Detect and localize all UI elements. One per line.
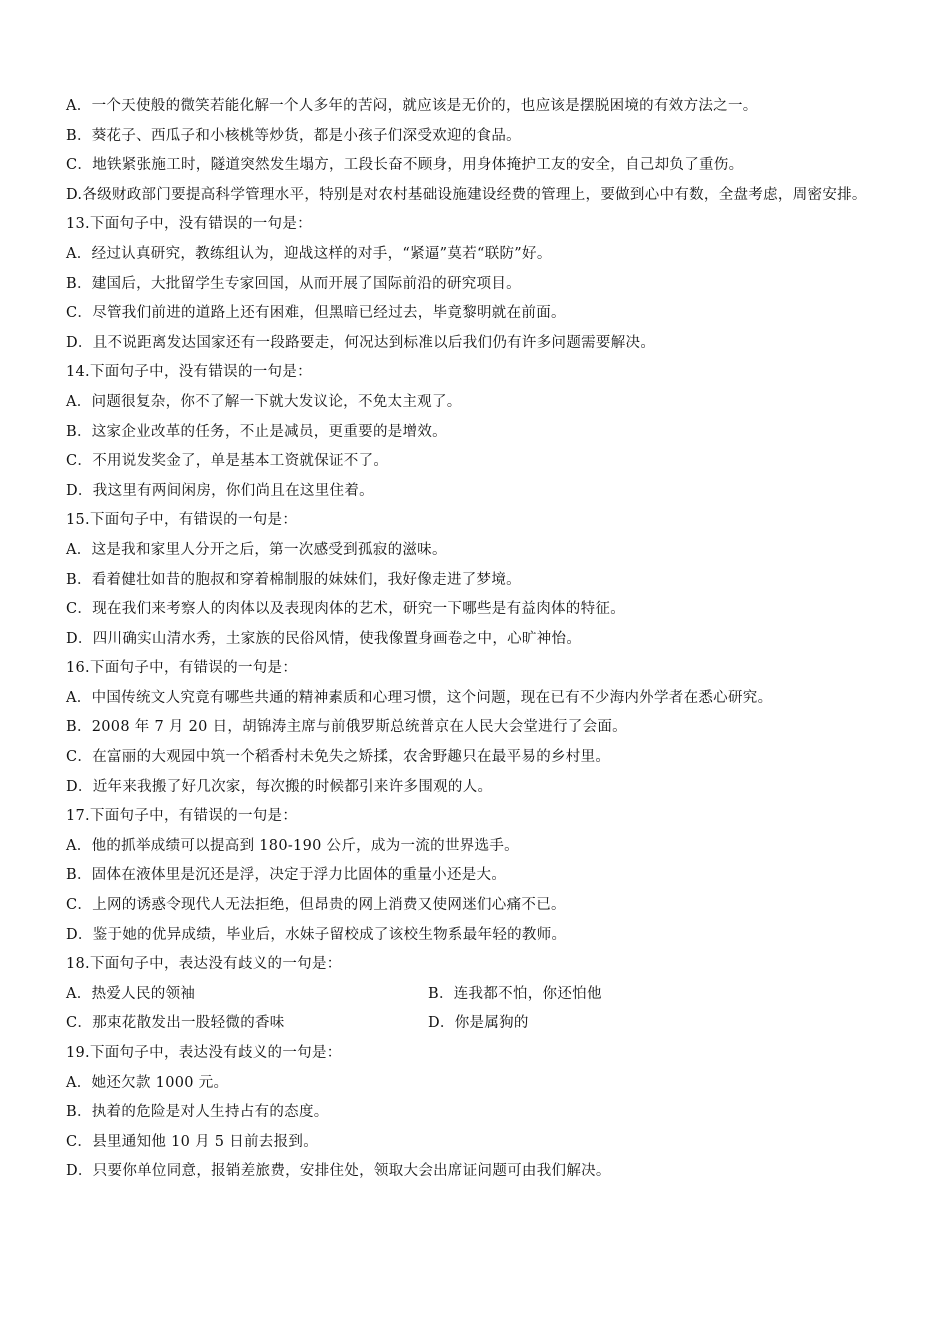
- question-15-option-c: C．现在我们来考察人的肉体以及表现肉体的艺术，研究一下哪些是有益肉体的特征。: [66, 601, 625, 618]
- question-18-option-c: C．那束花散发出一股轻微的香味: [66, 1015, 285, 1032]
- question-19-option-b: B．执着的危险是对人生持占有的态度。: [66, 1104, 329, 1121]
- option-b: B．葵花子、西瓜子和小核桃等炒货，都是小孩子们深受欢迎的食品。: [66, 127, 521, 144]
- question-13-option-c: C．尽管我们前进的道路上还有困难，但黑暗已经过去，毕竟黎明就在前面。: [66, 305, 566, 322]
- question-15-option-a: A．这是我和家里人分开之后，第一次感受到孤寂的滋味。: [66, 541, 447, 558]
- question-14-option-a: A．问题很复杂，你不了解一下就大发议论，不免太主观了。: [66, 393, 462, 410]
- question-14-stem: 14.下面句子中，没有错误的一句是：: [66, 364, 312, 381]
- question-17-stem: 17.下面句子中，有错误的一句是：: [66, 808, 298, 825]
- question-16-option-d: D．近年来我搬了好几次家，每次搬的时候都引来许多围观的人。: [66, 778, 493, 795]
- question-19-option-a: A．她还欠款 1000 元。: [66, 1074, 229, 1091]
- question-14-option-c: C．不用说发奖金了，单是基本工资就保证不了。: [66, 453, 389, 470]
- question-18-options-row-2: [66, 1009, 896, 1039]
- question-14-option-d: D．我这里有两间闲房，你们尚且在这里住着。: [66, 482, 374, 499]
- question-19-option-d: D．只要你单位同意，报销差旅费，安排住处，领取大会出席证问题可由我们解决。: [66, 1163, 611, 1180]
- question-13-option-b: B．建国后，大批留学生专家回国，从而开展了国际前沿的研究项目。: [66, 275, 521, 292]
- question-18-stem: 18.下面句子中，表达没有歧义的一句是：: [66, 956, 342, 973]
- option-a: A．一个天使般的微笑若能化解一个人多年的苦闷，就应该是无价的，也应该是摆脱困境的有效方法之一。: [66, 98, 758, 114]
- question-16-option-c: C．在富丽的大观园中筑一个稻香村未免失之矫揉，农舍野趣只在最平易的乡村里。: [66, 749, 611, 766]
- question-13-option-d: D．且不说距离发达国家还有一段路要走，何况达到标准以后我们仍有许多问题需要解决。: [66, 334, 656, 351]
- option-c: C．地铁紧张施工时，隧道突然发生塌方，工段长奋不顾身，用身体掩护工友的安全，自己却负了重伤。: [66, 157, 744, 174]
- question-17-option-a: A．他的抓举成绩可以提高到 180-190 公斤，成为一流的世界选手。: [66, 837, 519, 854]
- question-18-options-row-1: [66, 980, 896, 1010]
- question-17-option-b: B．固体在液体里是沉还是浮，决定于浮力比固体的重量小还是大。: [66, 867, 507, 884]
- question-16-stem: 16.下面句子中，有错误的一句是：: [66, 660, 298, 677]
- question-15-option-b: B．看着健壮如昔的胞叔和穿着棉制服的妹妹们，我好像走进了梦境。: [66, 571, 521, 588]
- question-19-stem: 19.下面句子中，表达没有歧义的一句是：: [66, 1045, 342, 1061]
- question-18-option-d: D．你是属狗的: [428, 1015, 529, 1032]
- question-19-option-c: C．县里通知他 10 月 5 日前去报到。: [66, 1133, 319, 1150]
- option-d: D.各级财政部门要提高科学管理水平，特别是对农村基础设施建设经费的管理上，要做到心中有数，全盘考虑，周密安排。: [66, 186, 867, 203]
- question-17-option-c: C．上网的诱惑令现代人无法拒绝，但昂贵的网上消费又使网迷们心痛不已。: [66, 897, 566, 914]
- question-14-option-b: B．这家企业改革的任务，不止是减员，更重要的是增效。: [66, 423, 447, 440]
- question-16-option-a: A．中国传统文人究竟有哪些共通的精神素质和心理习惯，这个问题，现在已有不少海内外学者在悉心研究。: [66, 689, 773, 706]
- document-page: [66, 92, 896, 1187]
- question-13-option-a: A．经过认真研究，教练组认为，迎战这样的对手，“紧逼”莫若“联防”好。: [66, 245, 552, 262]
- question-18-option-b: B．连我都不怕，你还怕他: [428, 985, 602, 1002]
- question-13-stem: 13.下面句子中，没有错误的一句是：: [66, 216, 312, 233]
- question-18-option-a: A．热爱人民的领袖: [66, 985, 196, 1002]
- question-15-option-d: D．四川确实山清水秀，土家族的民俗风情，使我像置身画卷之中，心旷神怡。: [66, 630, 582, 647]
- question-16-option-b: B．2008 年 7 月 20 日，胡锦涛主席与前俄罗斯总统普京在人民大会堂进行了会面。: [66, 719, 627, 736]
- question-15-stem: 15.下面句子中，有错误的一句是：: [66, 512, 298, 529]
- question-17-option-d: D．鉴于她的优异成绩，毕业后，水妹子留校成了该校生物系最年轻的教师。: [66, 926, 567, 943]
